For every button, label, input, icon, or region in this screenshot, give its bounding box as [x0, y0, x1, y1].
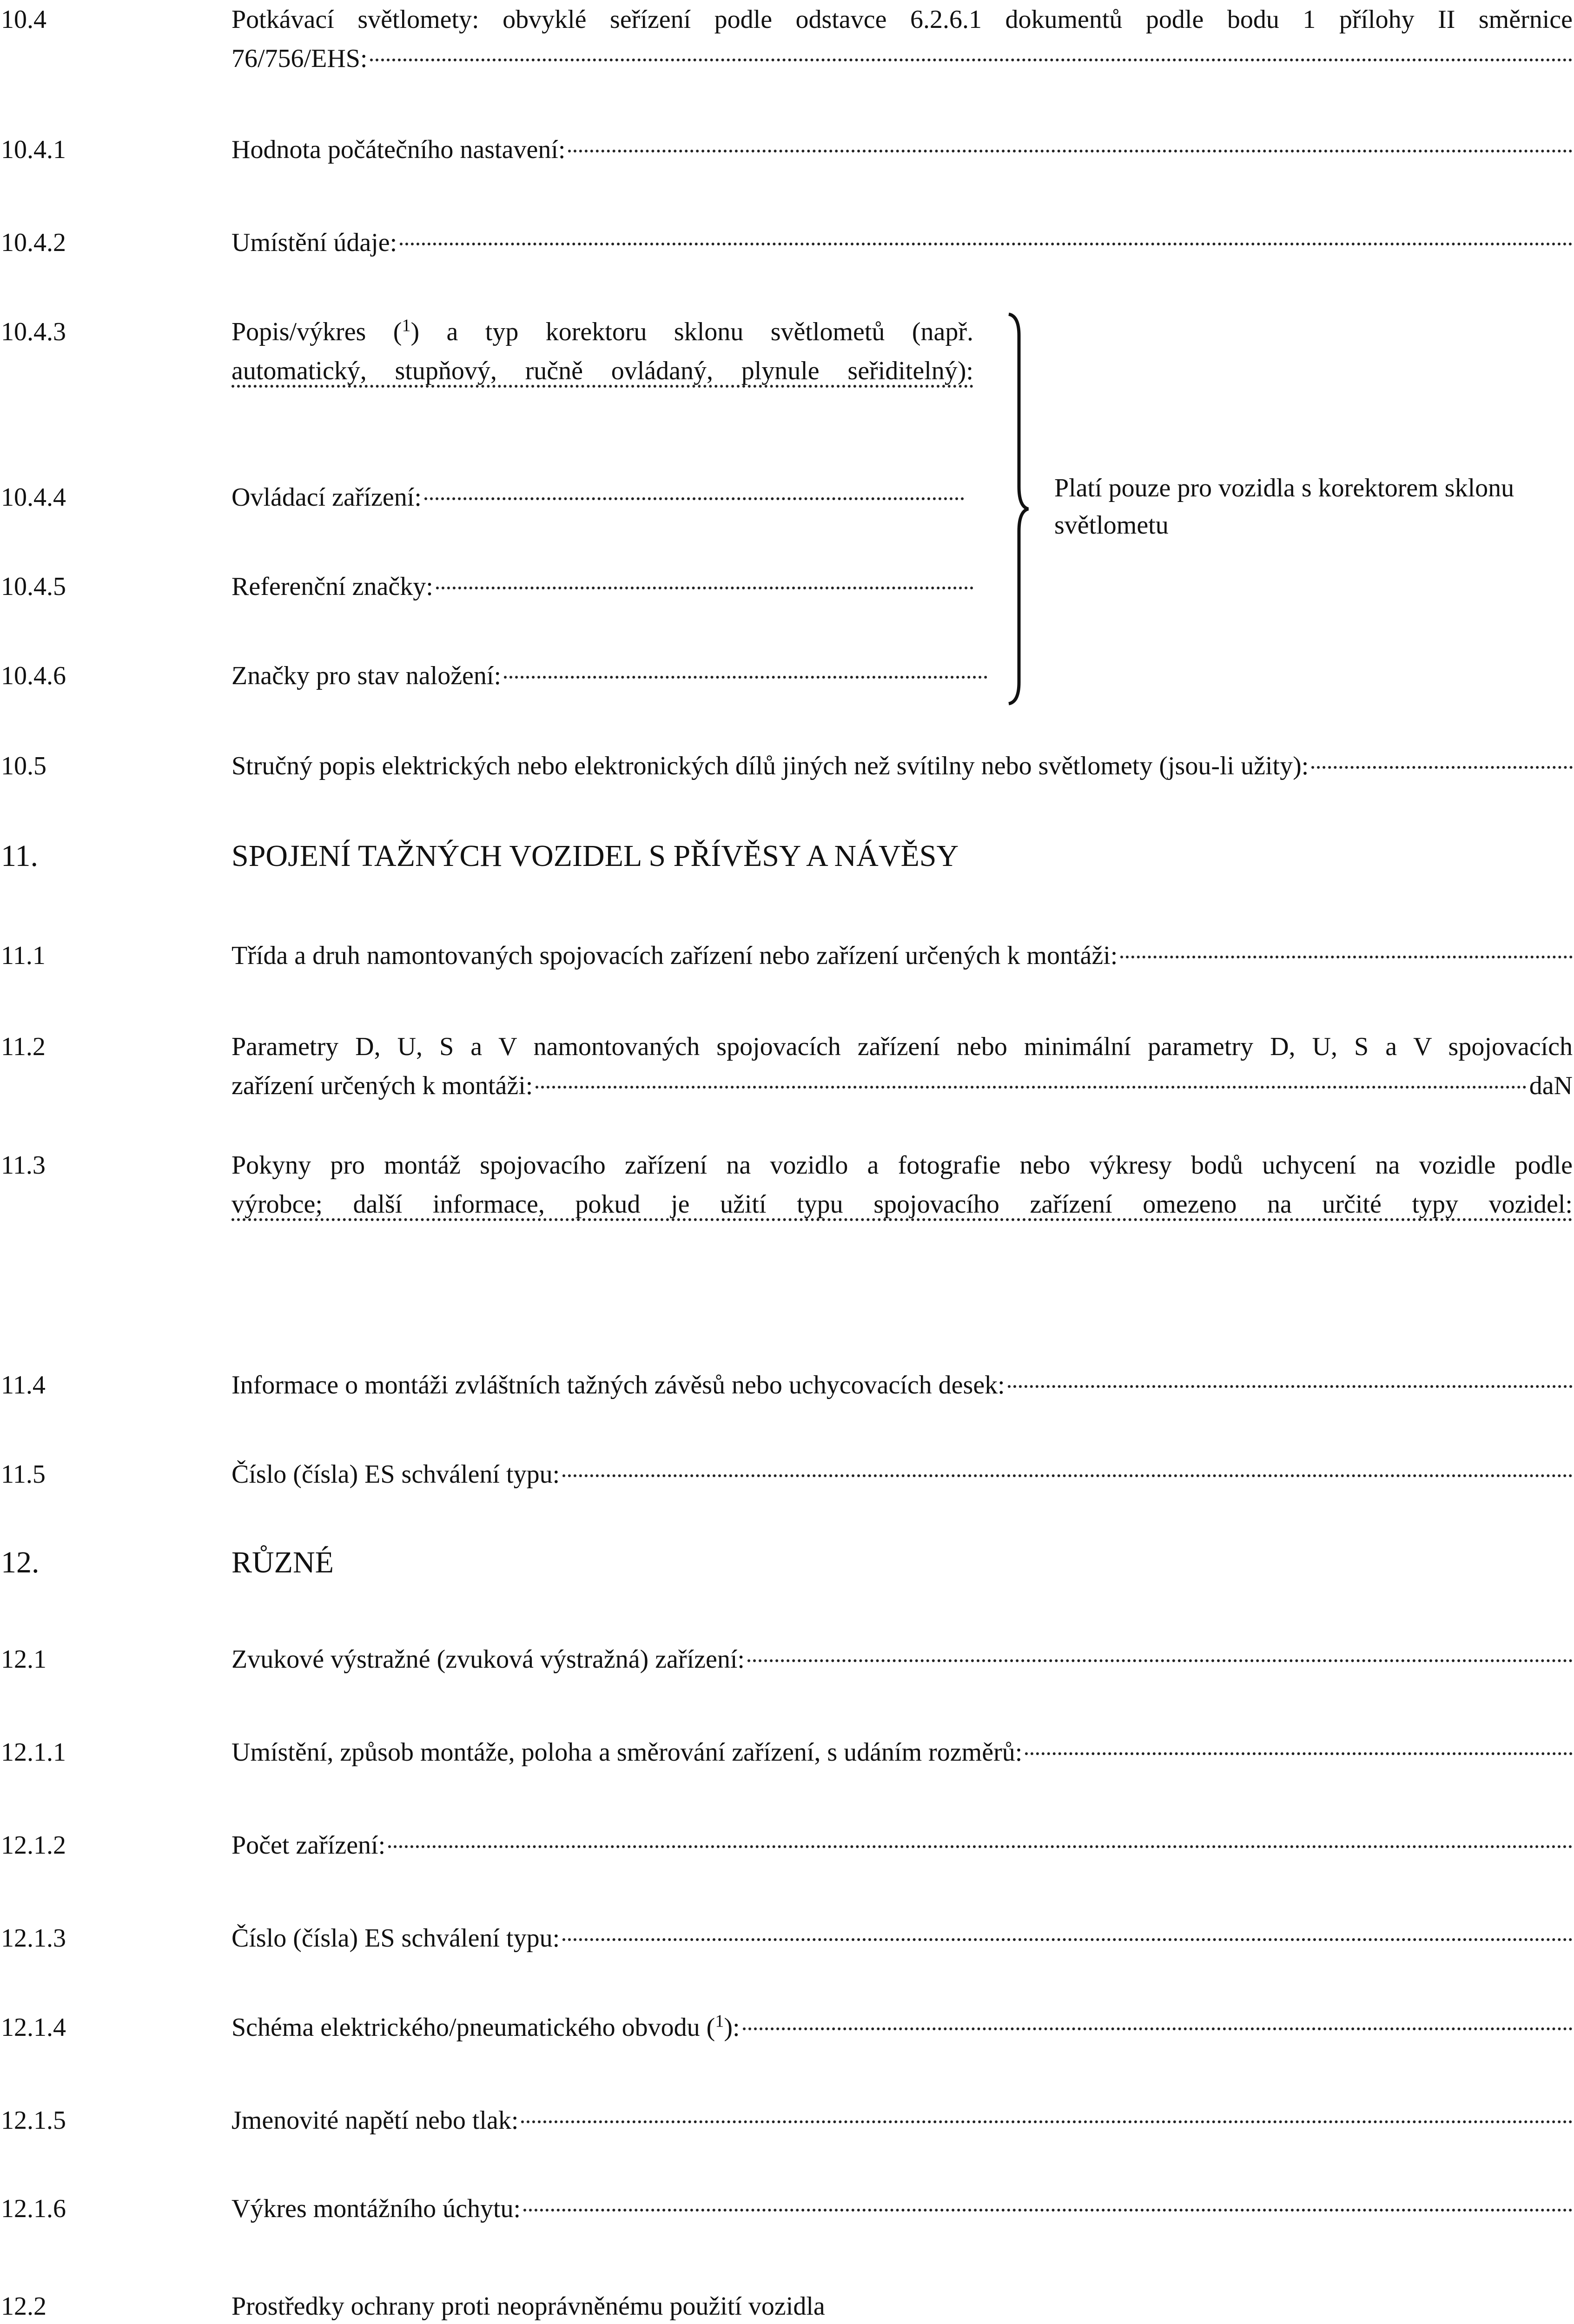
line-text: Potkávací světlomety: obvyklé seřízení podle odstavce 6.2.6.1 dokumentů podle bodu 1 přílohy II směrnice	[231, 5, 1573, 34]
entry-number: 12.	[1, 1545, 40, 1579]
line-text: Značky pro stav naložení:	[231, 661, 502, 690]
dot-leader	[536, 1086, 1526, 1089]
line-text: Schéma elektrického/pneumatického obvodu ($^1$):	[231, 2011, 740, 2042]
dot-leader	[388, 1845, 1573, 1848]
entry-10-4-6	[0, 656, 1574, 695]
line-text: Umístění údaje:	[231, 228, 397, 257]
entry-number: 10.4.2	[1, 228, 66, 257]
text-line	[231, 1146, 1573, 1185]
entry-12-1-1	[0, 1733, 1574, 1772]
line-text: Zvukové výstražné (zvuková výstražná) zařízení:	[231, 1645, 745, 1674]
entry-number: 10.4	[1, 5, 46, 34]
line-text: Třída a druh namontovaných spojovacích zařízení nebo zařízení určených k montáži:	[231, 941, 1118, 970]
dot-leader	[562, 1938, 1573, 1941]
text-line	[231, 656, 987, 695]
entry-number: 10.5	[1, 752, 46, 780]
text-line	[231, 1066, 1573, 1105]
entry-11-3	[0, 1146, 1574, 1263]
line-text: Umístění, způsob montáže, poloha a směrování zařízení, s udáním rozměrů:	[231, 1738, 1023, 1767]
entry-10-4-2	[0, 223, 1574, 262]
entry-number: 12.2	[1, 2292, 46, 2321]
entry-11-5	[0, 1455, 1574, 1494]
entry-number: 10.4.4	[1, 483, 66, 512]
dot-leader	[231, 1218, 1573, 1221]
entry-10-5	[0, 746, 1574, 786]
dot-leader	[370, 59, 1573, 61]
line-text: Číslo (čísla) ES schválení typu:	[231, 1924, 560, 1953]
unit-label: daN	[1529, 1071, 1573, 1100]
entry-number: 12.1.6	[1, 2194, 66, 2223]
line-text: RŮZNÉ	[231, 1545, 334, 1579]
text-line	[231, 0, 1573, 39]
line-text: 76/756/EHS:	[231, 44, 368, 73]
text-line	[231, 1733, 1573, 1772]
dot-leader	[424, 497, 964, 500]
text-line	[231, 39, 1573, 78]
text-line	[231, 567, 973, 606]
text-line	[231, 1366, 1573, 1405]
line-text: zařízení určených k montáži:	[231, 1071, 533, 1100]
entry-number: 11.4	[1, 1371, 46, 1400]
entry-number: 12.1	[1, 1645, 46, 1674]
entry-text	[231, 223, 1573, 262]
entry-number: 12.1.2	[1, 1831, 66, 1860]
entry-12-1-3	[0, 1919, 1574, 1958]
entry-10-4-5	[0, 567, 1574, 606]
text-line	[231, 223, 1573, 262]
entry-number: 10.4.6	[1, 661, 66, 690]
text-line	[231, 1224, 1573, 1263]
dot-leader	[523, 2209, 1573, 2212]
entry-number: 10.4.5	[1, 572, 66, 601]
entry-text	[231, 1640, 1573, 1679]
line-text: výrobce; další informace, pokud je užití typu spojovacího zařízení omezeno na určité typy vozidel:	[231, 1190, 1573, 1219]
entry-text	[231, 130, 1573, 169]
entry-text	[231, 1027, 1573, 1105]
text-line	[231, 1543, 1573, 1582]
line-text: Prostředky ochrany proti neoprávněnému použití vozidla	[231, 2292, 825, 2321]
line-text: Jmenovité napětí nebo tlak:	[231, 2106, 519, 2135]
entry-text	[231, 567, 973, 606]
text-line	[231, 837, 1573, 876]
entry-number: 11.5	[1, 1460, 46, 1489]
entry-text	[231, 1455, 1573, 1494]
text-line	[231, 2189, 1573, 2228]
entry-text	[231, 0, 1573, 78]
line-text: Informace o montáži zvláštních tažných závěsů nebo uchycovacích desek:	[231, 1371, 1005, 1400]
entry-text	[231, 1919, 1573, 1958]
line-text: Hodnota počátečního nastavení:	[231, 135, 566, 164]
entry-number: 10.4.3	[1, 317, 66, 346]
entry-12-1-5	[0, 2101, 1574, 2140]
line-text: Ovládací zařízení:	[231, 483, 422, 512]
dot-leader	[743, 2027, 1573, 2030]
entry-text	[231, 746, 1573, 786]
line-text: Pokyny pro montáž spojovacího zařízení na vozidlo a fotografie nebo výkresy bodů uchycení na vozidle podle	[231, 1151, 1573, 1180]
entry-number: 11.1	[1, 941, 46, 970]
entry-text	[231, 2101, 1573, 2140]
dot-leader	[1025, 1752, 1573, 1755]
text-line	[231, 1027, 1573, 1066]
text-line	[231, 130, 1573, 169]
entry-12-1-2	[0, 1826, 1574, 1865]
text-line	[231, 2008, 1573, 2047]
dot-leader	[231, 385, 973, 388]
dot-leader	[1120, 956, 1573, 958]
entry-11-4	[0, 1366, 1574, 1405]
text-line	[231, 1826, 1573, 1865]
text-line	[231, 2101, 1573, 2140]
entry-text	[231, 1826, 1573, 1865]
entry-text	[231, 2008, 1573, 2047]
line-text: Stručný popis elektrických nebo elektronických dílů jiných než svítilny nebo světlomety (jsou-li užity):	[231, 752, 1309, 780]
entry-text	[231, 936, 1573, 975]
entry-number: 11.2	[1, 1032, 46, 1061]
line-text: Parametry D, U, S a V namontovaných spojovacích zařízení nebo minimální parametry D, U, S a V spojovacích	[231, 1032, 1573, 1061]
entry-10-4-3	[0, 312, 1574, 429]
entry-number: 10.4.1	[1, 135, 66, 164]
text-line	[231, 312, 973, 351]
dot-leader	[400, 243, 1573, 245]
dot-leader	[568, 150, 1573, 152]
entry-number: 12.1.4	[1, 2013, 66, 2042]
line-text: SPOJENÍ TAŽNÝCH VOZIDEL S PŘÍVĚSY A NÁVĚSY	[231, 839, 959, 873]
entry-11	[0, 837, 1574, 876]
line-text: Výkres montážního úchytu:	[231, 2194, 521, 2223]
dot-leader	[1311, 766, 1573, 769]
line-text: Číslo (čísla) ES schválení typu:	[231, 1460, 560, 1489]
dot-leader	[747, 1659, 1573, 1662]
dot-leader	[504, 676, 987, 679]
dot-leader	[521, 2120, 1573, 2123]
entry-text	[231, 1146, 1573, 1263]
text-line	[231, 1640, 1573, 1679]
line-text: Počet zařízení:	[231, 1831, 386, 1860]
entry-11-2	[0, 1027, 1574, 1105]
entry-number: 12.1.3	[1, 1924, 66, 1953]
entry-number: 12.1.1	[1, 1738, 66, 1767]
entry-text	[231, 312, 973, 429]
line-text: automatický, stupňový, ručně ovládaný, plynule seřiditelný):	[231, 357, 973, 385]
entry-12-1-6	[0, 2189, 1574, 2228]
entry-text	[231, 478, 964, 517]
entry-text	[231, 2287, 1573, 2324]
entry-10-4-1	[0, 130, 1574, 169]
section-heading	[231, 1543, 1573, 1582]
entry-text	[231, 656, 987, 695]
dot-leader	[562, 1474, 1573, 1477]
entry-text	[231, 2189, 1573, 2228]
text-line	[231, 390, 973, 429]
entry-10-4	[0, 0, 1574, 78]
section-heading	[231, 837, 1573, 876]
entry-11-1	[0, 936, 1574, 975]
text-line	[231, 2287, 1573, 2324]
dot-leader	[1008, 1385, 1573, 1388]
text-line	[231, 746, 1573, 786]
entry-text	[231, 1733, 1573, 1772]
text-line	[231, 1455, 1573, 1494]
entry-text	[231, 1366, 1573, 1405]
curly-brace	[1004, 312, 1046, 706]
line-text: Referenční značky:	[231, 572, 433, 601]
entry-12-2	[0, 2287, 1574, 2324]
entry-number: 12.1.5	[1, 2106, 66, 2135]
entry-12	[0, 1543, 1574, 1582]
text-line	[231, 936, 1573, 975]
entry-number: 11.	[1, 839, 39, 873]
entry-12-1-4	[0, 2008, 1574, 2047]
dot-leader	[436, 587, 973, 589]
text-line	[231, 478, 964, 517]
brace-note: Platí pouze pro vozidla s korektorem sklonu světlometu	[1054, 474, 1514, 540]
text-line	[231, 1919, 1573, 1958]
entry-number: 11.3	[1, 1151, 46, 1180]
line-text: Popis/výkres ($^1$) a typ korektoru sklonu světlometů (např.	[231, 316, 974, 346]
entry-12-1	[0, 1640, 1574, 1679]
